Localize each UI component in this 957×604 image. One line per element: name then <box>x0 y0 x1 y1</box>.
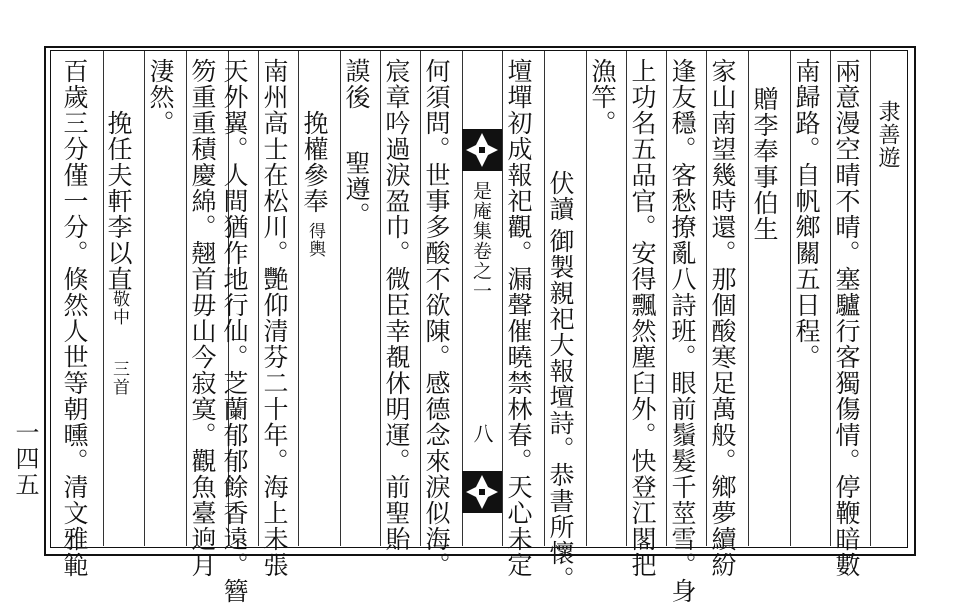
text-column: 南州高士在松川。艷仰清芬二十年。海上未張 <box>260 58 289 578</box>
text-column: 何須問。世事多酸不欲陳。感德念來淚似海。 <box>422 58 451 578</box>
column-rule <box>748 51 749 546</box>
text-column: 南歸路。自帆鄉關五日程。 <box>792 58 821 370</box>
text-column: 天外翼。人間猶作地行仙。芝蘭郁郁餘香遠。簪 <box>220 58 249 604</box>
column-rule <box>420 51 421 546</box>
text-column: 壇墠初成報祀觀。漏聲催曉禁林春。天心未定 <box>504 58 533 578</box>
text-column: 謨後 <box>342 58 371 110</box>
center-gutter <box>462 51 502 546</box>
column-rule <box>666 51 667 546</box>
text-column: 兩意漫空晴不晴。塞驢行客獨傷情。停鞭暗數 <box>832 58 861 578</box>
column-rule <box>830 51 831 546</box>
center-page-number: 八 <box>470 423 494 444</box>
text-column: 笏重重積慶綿。翹首毋山今寂寞。觀魚臺逈月 <box>188 58 217 578</box>
text-column: 伏讀 <box>546 170 575 222</box>
text-column: 淒然。 <box>146 58 175 136</box>
column-rule <box>586 51 587 546</box>
text-column: 漁竿。 <box>588 58 617 136</box>
text-column: 御製親祀大報壇詩。恭書所懷。 <box>546 228 575 592</box>
text-column: 逢友穩。客愁撩亂八詩班。眼前鬚髮千莖雪。身 <box>668 58 697 604</box>
center-title: 是庵集卷之一 <box>470 181 492 301</box>
text-column: 聖遵。 <box>342 150 371 228</box>
fishtail-ornament-top <box>462 129 502 171</box>
text-column: 上功名五品官。安得飄然塵臼外。快登江閣把 <box>628 58 657 578</box>
text-column: 家山南望幾時還。那個酸寒足萬般。鄉夢續紛 <box>708 58 737 578</box>
text-column: 挽權參奉 <box>300 110 329 214</box>
fishtail-ornament-bottom <box>462 471 502 513</box>
text-column-note: 三首 <box>109 360 129 396</box>
text-column: 聖貽 <box>382 500 411 552</box>
column-rule <box>706 51 707 546</box>
column-rule <box>544 51 545 546</box>
column-rule <box>258 51 259 546</box>
column-rule <box>144 51 145 546</box>
running-title: 隶善遊 <box>875 100 900 169</box>
text-column: 贈李奉事伯生 <box>750 86 779 242</box>
column-rule <box>790 51 791 546</box>
column-rule <box>298 51 299 546</box>
page-number: 一四五 <box>11 420 39 498</box>
text-column-note: 得輿 <box>305 222 325 258</box>
text-column: 挽任夫軒李以直 <box>104 110 133 292</box>
column-rule <box>186 51 187 546</box>
text-column: 宸章吟過淚盈巾。微臣幸覩休明運。前 <box>382 58 411 500</box>
text-column: 百歲三分僅一分。倏然人世等朝曛。清文雅範 <box>60 58 89 578</box>
column-rule <box>502 51 503 546</box>
column-rule <box>626 51 627 546</box>
text-column-note: 敬中 <box>109 290 129 326</box>
column-rule <box>340 51 341 546</box>
column-rule <box>870 51 871 546</box>
column-rule <box>380 51 381 546</box>
